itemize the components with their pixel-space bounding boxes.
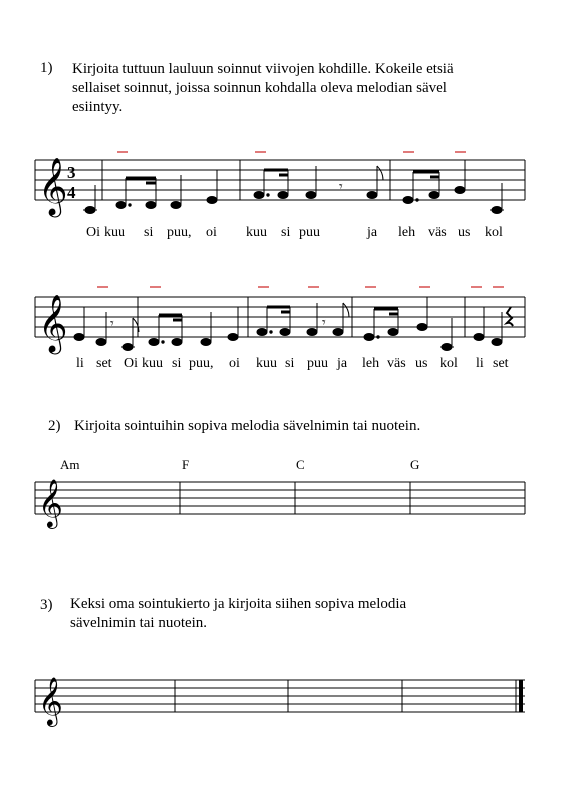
question-3-number: 3): [40, 597, 53, 613]
lyric-syllable: puu: [299, 225, 320, 240]
note: [474, 334, 484, 341]
lyric-syllable: set: [493, 356, 509, 371]
note: [74, 334, 84, 341]
treble-clef-icon: 𝄞: [38, 676, 63, 725]
note: [429, 192, 439, 199]
note: [492, 339, 502, 346]
question-3-text: [70, 595, 540, 633]
lyric-syllable: us: [415, 356, 428, 371]
note: [85, 207, 95, 214]
treble-clef-icon: 𝄞: [38, 157, 68, 215]
note: [364, 334, 374, 341]
lyric-syllable: puu: [307, 356, 328, 371]
note: [201, 339, 211, 346]
note: [306, 192, 316, 199]
lyric-syllable: Oi: [124, 356, 138, 371]
lyric-syllable: si: [285, 356, 295, 371]
note: [442, 344, 452, 351]
question-1-line-2: sellaiset soinnut, joissa soinnun kohdalla oleva melodian sävel: [72, 80, 447, 96]
notes-staff-1: [83, 160, 504, 214]
lyric-syllable: kuu: [142, 356, 163, 371]
lyric-syllable: si: [144, 225, 154, 240]
question-2-text: Kirjoita sointuihin sopiva melodia sävelnimin tai nuotein.: [74, 418, 421, 434]
lyric-syllable: Oi: [86, 225, 100, 240]
lyric-syllable: väs: [428, 225, 447, 240]
lyric-syllable: ja: [337, 356, 348, 371]
note: [123, 344, 133, 351]
note: [388, 329, 398, 336]
note: [172, 339, 182, 346]
lyric-syllable: si: [172, 356, 182, 371]
lyric-syllable: kuu: [256, 356, 277, 371]
chord-name: F: [182, 457, 190, 472]
staff-3: [35, 482, 525, 514]
note: [257, 329, 267, 336]
lyric-syllable: kuu: [246, 225, 267, 240]
chord-name: C: [296, 457, 305, 472]
lyric-syllable: si: [281, 225, 291, 240]
eighth-rest-icon: 𝄾: [322, 315, 326, 331]
chord-name: Am: [60, 457, 80, 472]
lyric-syllable: puu,: [189, 356, 214, 371]
note: [333, 329, 343, 336]
note: [149, 339, 159, 346]
note: [367, 192, 377, 199]
note: [254, 192, 264, 199]
note: [228, 334, 238, 341]
time-signature: [67, 163, 76, 202]
eighth-rest-icon: 𝄾: [110, 316, 114, 332]
question-1-number: 1): [40, 60, 53, 76]
chord-name: G: [410, 457, 420, 472]
note: [307, 329, 317, 336]
eighth-rest-icon: 𝄾: [339, 179, 343, 195]
note: [207, 197, 217, 204]
lyric-syllable: oi: [206, 225, 217, 240]
time-signature-bottom: 4: [67, 183, 76, 202]
lyric-syllable: kol: [485, 225, 503, 240]
lyric-syllable: puu,: [167, 225, 192, 240]
question-3-line-2: sävelnimin tai nuotein.: [70, 615, 208, 631]
lyric-syllable: leh: [362, 356, 380, 371]
lyric-syllable: leh: [398, 225, 416, 240]
lyric-syllable: kol: [440, 356, 458, 371]
question-1-line-3: esiintyy.: [72, 99, 123, 115]
note: [278, 192, 288, 199]
treble-clef-icon: 𝄞: [38, 478, 63, 527]
lyric-syllable: set: [96, 356, 112, 371]
note: [455, 187, 465, 194]
staff-4: [35, 680, 525, 712]
note: [417, 324, 427, 331]
note: [280, 329, 290, 336]
notes-staff-2: [74, 297, 513, 351]
note: [171, 202, 181, 209]
question-1-line-1: Kirjoita tuttuun lauluun soinnut viivojen kohdille. Kokeile etsiä: [72, 61, 454, 77]
question-2-number: 2): [48, 418, 61, 434]
lyric-syllable: ja: [367, 225, 378, 240]
note: [403, 197, 413, 204]
lyric-syllable: li: [476, 356, 484, 371]
lyric-syllable: väs: [387, 356, 406, 371]
lyric-syllable: us: [458, 225, 471, 240]
time-signature-top: 3: [67, 163, 76, 182]
note: [146, 202, 156, 209]
note: [116, 202, 126, 209]
question-3-line-1: Keksi oma sointukierto ja kirjoita siihen sopiva melodia: [70, 596, 407, 612]
lyric-syllable: li: [76, 356, 84, 371]
note: [96, 339, 106, 346]
treble-clef-icon: 𝄞: [38, 294, 68, 352]
lyric-syllable: oi: [229, 356, 240, 371]
lyric-syllable: kuu: [104, 225, 125, 240]
